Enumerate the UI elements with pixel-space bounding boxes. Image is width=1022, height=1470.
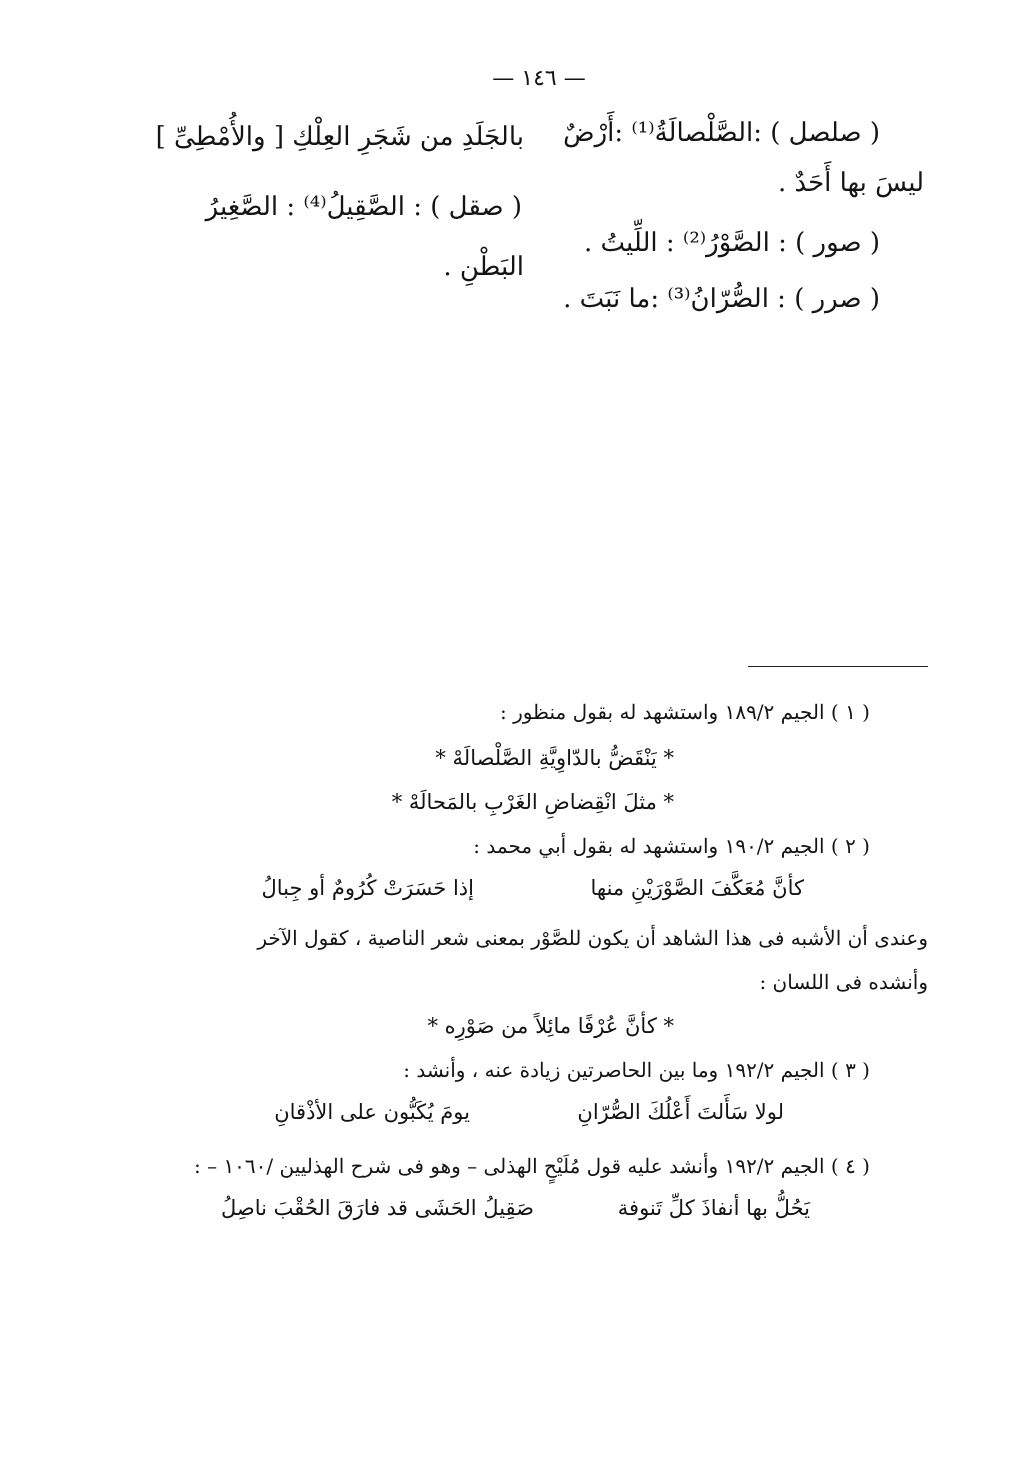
footnote-1-verse-2: * مثلَ انْقِضاضِ الغَرْبِ بالمَحالَهْ * bbox=[391, 790, 674, 814]
footnote-3-verse-first-half: لولا سَأَلتَ أَعْلُكَ الصُّرّانِ bbox=[577, 1100, 784, 1124]
footnote-1-verse-1: * يَنْقَضُّ بالدّاوِيَّةِ الصَّلْصالَهْ * bbox=[435, 746, 674, 770]
footnote-2-note-line-2: وأنشده فى اللسان : bbox=[759, 970, 928, 994]
entry-saql: ( صقل ) : الصَّقِيلُ⁽⁴⁾ : الصَّغِيرُ bbox=[205, 192, 522, 222]
footnote-2-note-line-1: وعندى أن الأشبه فى هذا الشاهد أن يكون للصَّوْر بمعنى شعر الناصية ، كقول الآخر bbox=[257, 926, 928, 950]
footnote-4-verse-second-half: صَقِيلُ الحَشَى قد فارَقَ الحُقْبَ ناصِلُ bbox=[220, 1196, 534, 1220]
entry-surr: ( صرر ) : الصُّرّانُ⁽³⁾ :ما نَبَتَ . bbox=[563, 284, 880, 314]
entry-salsal-end: ليسَ بها أَحَدٌ . bbox=[777, 168, 924, 198]
footnote-2-head: ( ٢ ) الجيم ١٩٠/٢ واستشهد له بقول أبي محمد : bbox=[473, 834, 870, 858]
footnote-2-verse-first-half: كأنَّ مُعَكَّفَ الصَّوْرَيْنِ منها bbox=[590, 876, 804, 900]
footnote-1-head: ( ١ ) الجيم ١٨٩/٢ واستشهد له بقول منظور : bbox=[499, 700, 870, 724]
entry-salsal: ( صلصل ) :الصَّلْصالَةُ⁽¹⁾ :أَرْضٌ bbox=[563, 118, 880, 148]
page-number: — ١٤٦ — bbox=[492, 66, 586, 91]
footnote-2-verse-3: * كأنَّ عُرْفًا مائِلاً من صَوْرِه * bbox=[427, 1014, 674, 1038]
footnote-4-head: ( ٤ ) الجيم ١٩٢/٢ وأنشد عليه قول مُلَيْحٍ الهذلى – وهو فى شرح الهذليين /١٠٦٠ – : bbox=[193, 1154, 870, 1178]
footnote-3-head: ( ٣ ) الجيم ١٩٢/٢ وما بين الحاصرتين زيادة عنه ، وأنشد : bbox=[403, 1058, 870, 1082]
footnote-separator bbox=[748, 666, 928, 667]
entry-salsal-continuation: بالجَلَدِ من شَجَرِ العِلْكِ [ والأُمْطِىِّ ] bbox=[155, 122, 524, 152]
footnote-2-verse-second-half: إذا حَسَرَتْ كُرُومٌ أو جِبالُ bbox=[261, 876, 474, 900]
entry-saql-end: البَطْنِ . bbox=[443, 252, 524, 282]
entry-suwar: ( صور ) : الصَّوْرُ⁽²⁾ : اللِّيتُ . bbox=[583, 228, 880, 258]
footnote-4-verse-first-half: يَحُلُّ بها أنفاذَ كلِّ تَنوفة bbox=[617, 1196, 810, 1220]
footnote-3-verse-second-half: يومَ يُكَبُّون على الأذْقانِ bbox=[274, 1100, 470, 1124]
